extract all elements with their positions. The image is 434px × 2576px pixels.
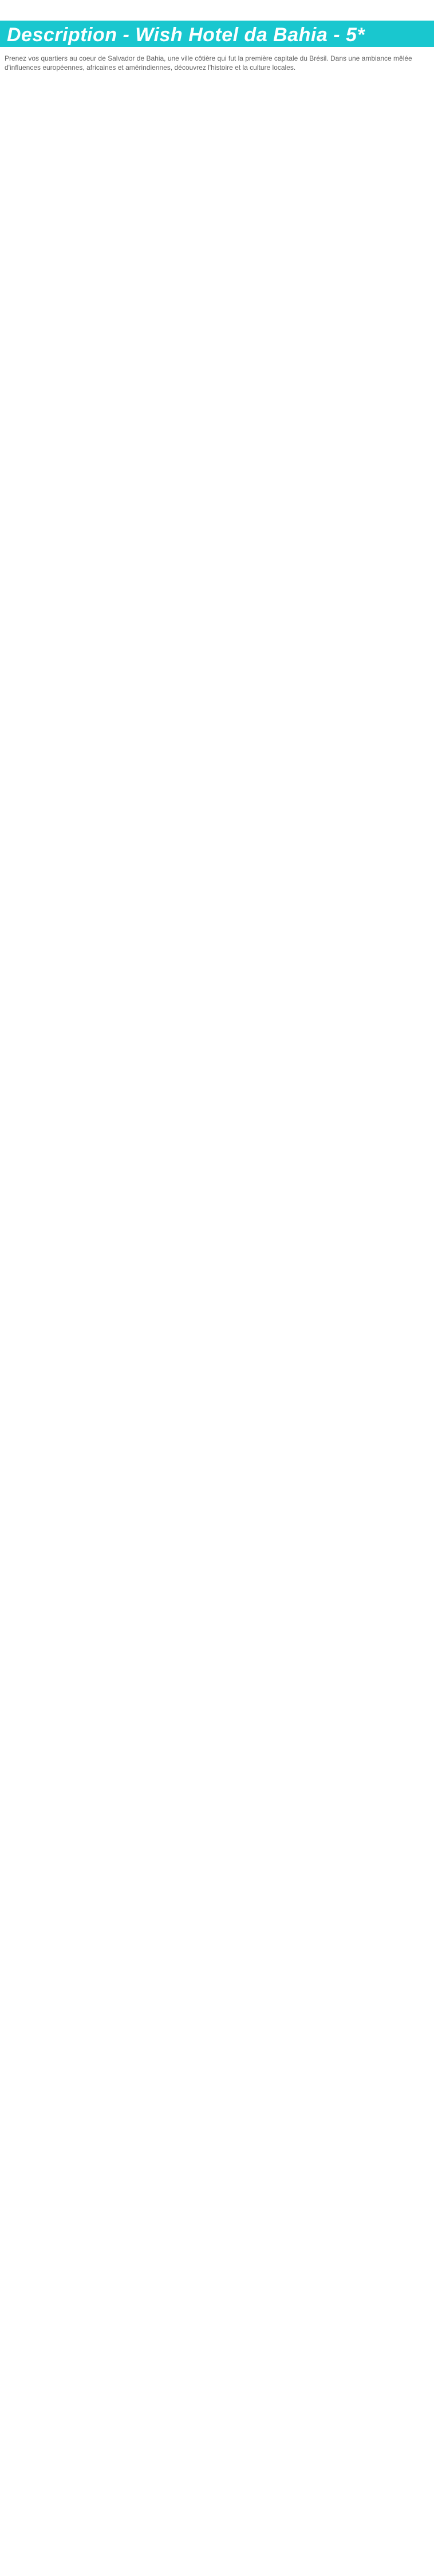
top-spacer	[0, 0, 434, 16]
page-title-bar	[0, 21, 434, 47]
page-title: Description - Wish Hotel da Bahia - 5*	[7, 24, 365, 46]
intro-text: Prenez vos quartiers au coeur de Salvador de Bahia, une ville côtière qui fut la première capitale du Brésil. Dans une ambiance mêlée d'influences européennes, africaines et amérindiennes, découvrez l'histoire et la culture locales.	[5, 54, 412, 72]
